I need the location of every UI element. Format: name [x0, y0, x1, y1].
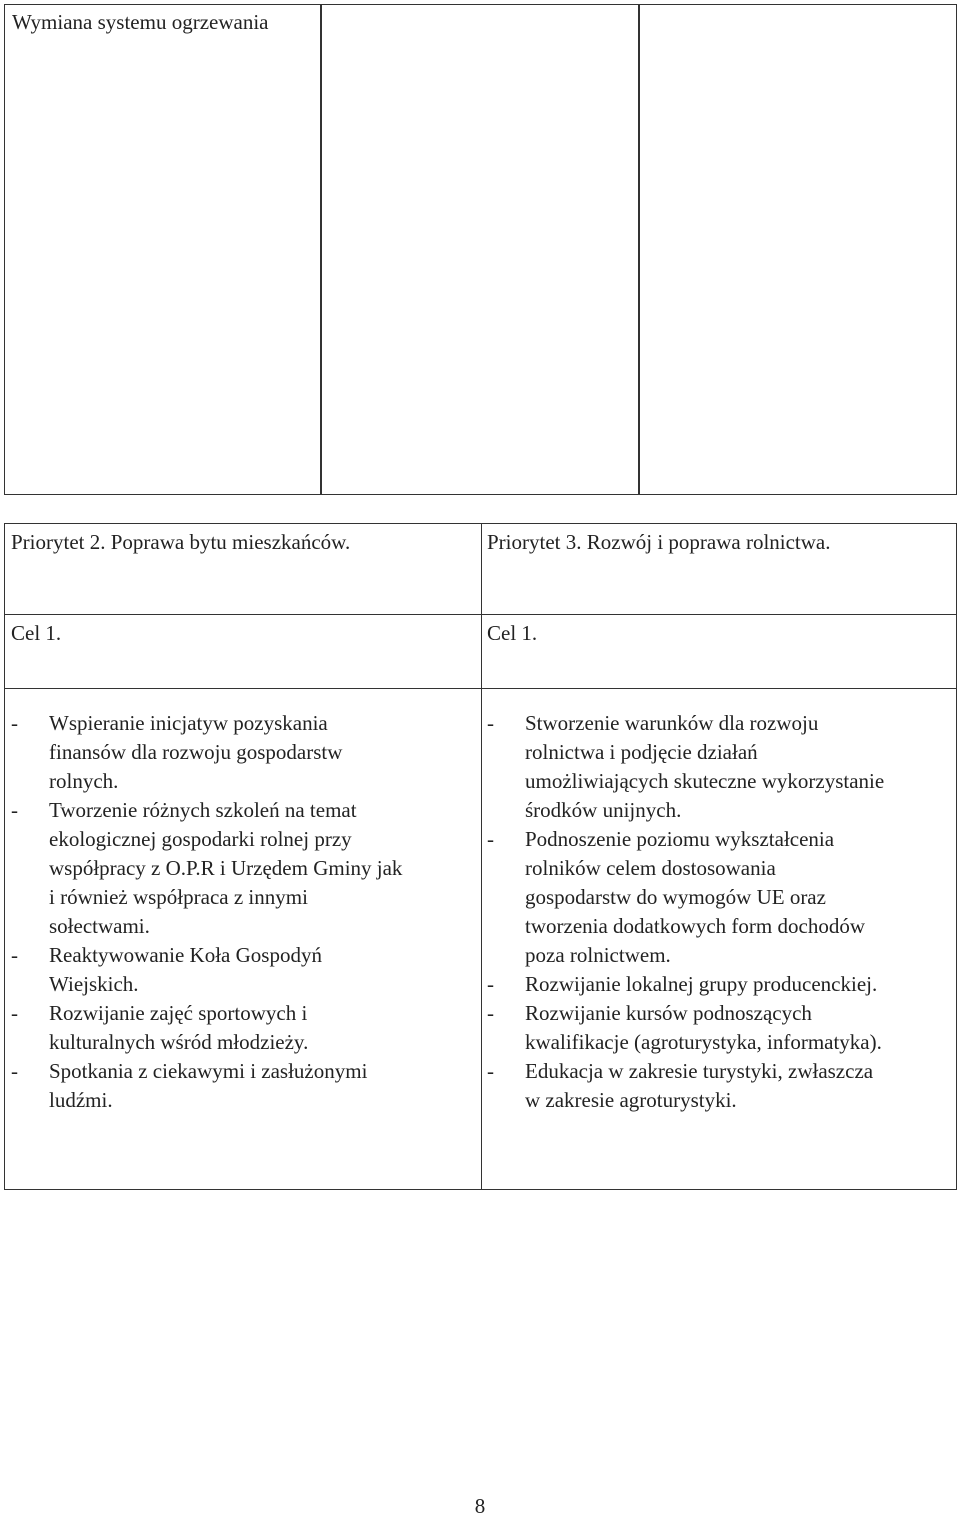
right-goal-list	[487, 709, 953, 1115]
right-list-item-line: Rozwijanie lokalnej grupy producenckiej.	[525, 972, 878, 996]
left-goal-list	[11, 709, 471, 1115]
bullet-dash: -	[487, 972, 494, 996]
right-list-item-line: tworzenia dodatkowych form dochodów	[525, 914, 865, 938]
top-cell-1-text: Wymiana systemu ogrzewania	[12, 10, 269, 34]
left-list-item-line: Spotkania z ciekawymi i zasłużonymi	[49, 1059, 368, 1083]
top-cell-2	[320, 4, 640, 495]
page-number: 8	[474, 1494, 486, 1518]
right-list-item-line: Edukacja w zakresie turystyki, zwłaszcza	[525, 1059, 874, 1083]
row-divider-2	[5, 688, 956, 689]
right-list-item-line: umożliwiających skuteczne wykorzystanie	[525, 769, 885, 793]
bullet-dash: -	[487, 1059, 494, 1083]
right-list-item-line: rolników celem dostosowania	[525, 856, 776, 880]
left-list-item-line: ekologicznej gospodarki rolnej przy	[49, 827, 352, 851]
left-list-item	[11, 999, 471, 1057]
left-list-item-line: Tworzenie różnych szkoleń na temat	[49, 798, 357, 822]
left-list-item-line: rolnych.	[49, 769, 119, 793]
right-goal-heading: Cel 1.	[487, 621, 538, 645]
left-list-item-line: ludźmi.	[49, 1088, 113, 1112]
bullet-dash: -	[11, 1059, 18, 1083]
right-list-item-line: Podnoszenie poziomu wykształcenia	[525, 827, 835, 851]
left-list-item-line: kulturalnych wśród młodzieży.	[49, 1030, 309, 1054]
right-list-item-line: gospodarstw do wymogów UE oraz	[525, 885, 826, 909]
right-list-item-line: kwalifikacje (agroturystyka, informatyka).	[525, 1030, 882, 1054]
left-list-item	[11, 796, 471, 941]
row-divider-1	[5, 614, 956, 615]
left-list-item	[11, 1057, 471, 1115]
left-priority-heading: Priorytet 2. Poprawa bytu mieszkańców.	[11, 530, 351, 554]
right-list-item-line: środków unijnych.	[525, 798, 682, 822]
right-list-item	[487, 1057, 953, 1115]
right-list-item-line: Rozwijanie kursów podnoszących	[525, 1001, 812, 1025]
left-list-item-line: Rozwijanie zajęć sportowych i	[49, 1001, 308, 1025]
bullet-dash: -	[11, 1001, 18, 1025]
bullet-dash: -	[487, 711, 494, 735]
right-list-item-line: rolnictwa i podjęcie działań	[525, 740, 758, 764]
bullet-dash: -	[11, 798, 18, 822]
top-cell-3	[638, 4, 957, 495]
left-list-item-line: i również współpraca z innymi	[49, 885, 308, 909]
left-list-item-line: Reaktywowanie Koła Gospodyń	[49, 943, 322, 967]
right-list-item-line: w zakresie agroturystyki.	[525, 1088, 737, 1112]
left-list-item	[11, 709, 471, 796]
bullet-dash: -	[487, 1001, 494, 1025]
right-list-item	[487, 825, 953, 970]
right-list-item	[487, 970, 953, 999]
left-list-item-line: Wiejskich.	[49, 972, 139, 996]
left-list-item-line: Wspieranie inicjatyw pozyskania	[49, 711, 328, 735]
left-list-item-line: finansów dla rozwoju gospodarstw	[49, 740, 343, 764]
top-cell-1	[4, 4, 322, 495]
left-list-item-line: sołectwami.	[49, 914, 150, 938]
bullet-dash: -	[11, 711, 18, 735]
right-list-item-line: poza rolnictwem.	[525, 943, 671, 967]
right-list-item	[487, 999, 953, 1057]
bullet-dash: -	[11, 943, 18, 967]
right-priority-heading: Priorytet 3. Rozwój i poprawa rolnictwa.	[487, 530, 831, 554]
left-list-item-line: współpracy z O.P.R i Urzędem Gminy jak	[49, 856, 403, 880]
bullet-dash: -	[487, 827, 494, 851]
priorities-table	[4, 523, 957, 1190]
left-list-item	[11, 941, 471, 999]
left-goal-heading: Cel 1.	[11, 621, 62, 645]
right-list-item-line: Stworzenie warunków dla rozwoju	[525, 711, 819, 735]
right-list-item	[487, 709, 953, 825]
column-divider	[481, 524, 482, 1189]
